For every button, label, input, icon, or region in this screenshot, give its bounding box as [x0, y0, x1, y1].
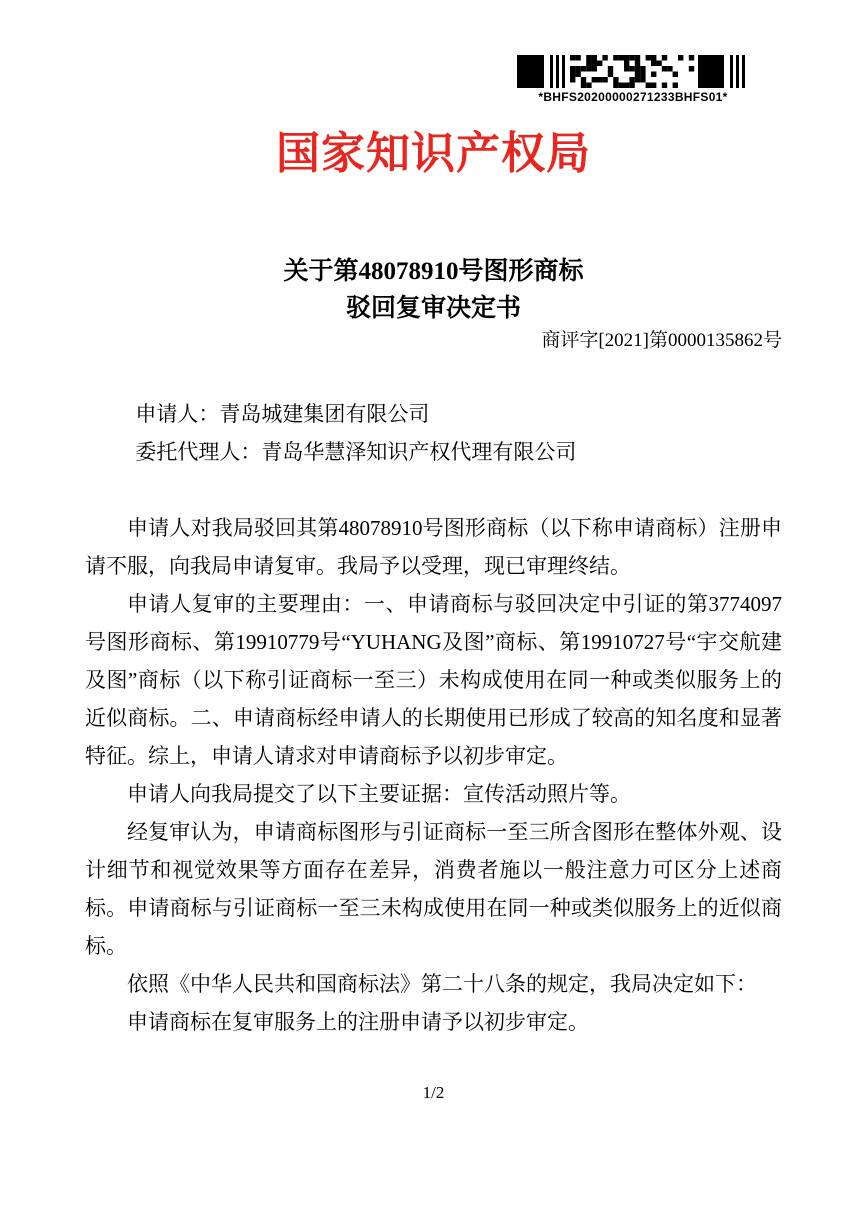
barcode-icon [517, 55, 749, 88]
barcode [517, 55, 749, 104]
document-number: 商评字[2021]第0000135862号 [541, 330, 782, 351]
document-title [85, 253, 782, 327]
document-title-line2: 驳回复审决定书 [345, 295, 521, 322]
document-title-line1: 关于第48078910号图形商标 [283, 258, 584, 285]
agency-title: 国家知识产权局 [276, 129, 591, 178]
body-paragraph: 申请人向我局提交了以下主要证据：宣传活动照片等。 [127, 782, 631, 806]
applicant-line: 申请人：青岛城建集团有限公司 [135, 402, 430, 426]
barcode-noise-matrix [570, 55, 694, 88]
body-paragraph: 申请人复审的主要理由：一、申请商标与驳回决定中引证的第3774097号图形商标、第19910779号“YUHANG及图”商标、第19910727号“宇交航建及图”商标（以下称引证商标一至三）未构成使用在同一种或类似服务上的近似商标。二、申请商标经申请人的长期使用已形成了较高的知名度和显著特征。综上，申请人请求对申请商标予以初步审定。 [85, 592, 782, 768]
body-paragraph: 申请人对我局驳回其第48078910号图形商标（以下称申请商标）注册申请不服，向我局申请复审。我局予以受理，现已审理终结。 [85, 516, 782, 578]
body-paragraph: 依照《中华人民共和国商标法》第二十八条的规定，我局决定如下： [127, 972, 757, 996]
page-number: 1/2 [422, 1083, 445, 1102]
body-paragraph: 申请商标在复审服务上的注册申请予以初步审定。 [127, 1010, 589, 1034]
body-paragraph: 经复审认为，申请商标图形与引证商标一至三所含图形在整体外观、设计细节和视觉效果等方面存在差异，消费者施以一般注意力可区分上述商标。申请商标与引证商标一至三未构成使用在同一种或类似服务上的近似商标。 [85, 820, 782, 958]
parties-section [85, 395, 782, 471]
barcode-text: *BHFS20200000271233BHFS01* [538, 90, 728, 104]
decision-body [85, 509, 782, 1041]
agent-line: 委托代理人：青岛华慧泽知识产权代理有限公司 [135, 440, 577, 464]
